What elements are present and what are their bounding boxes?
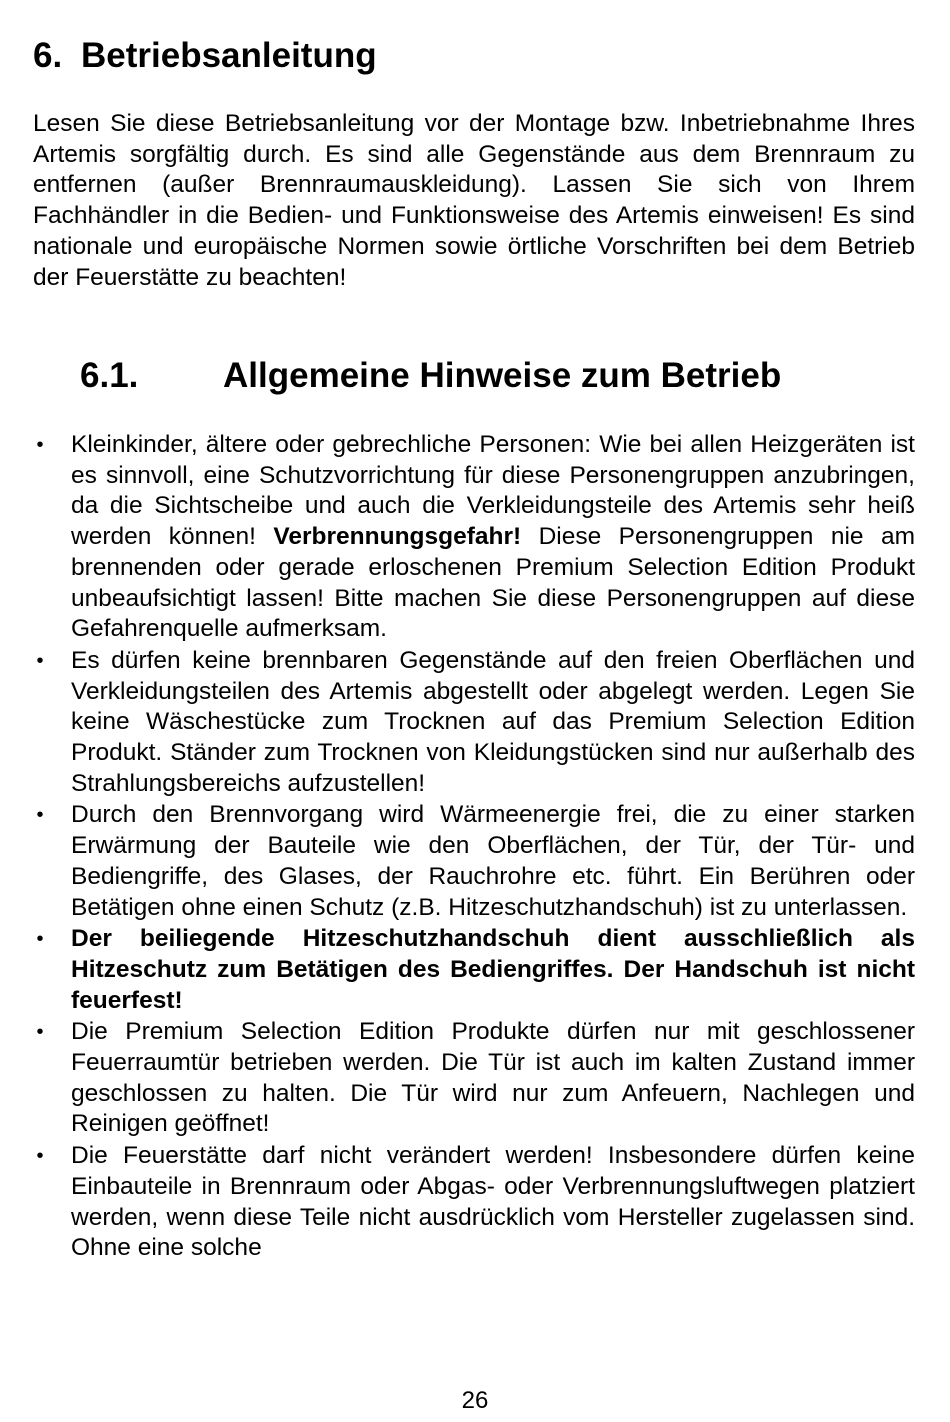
bullet-icon: [33, 1017, 47, 1048]
section-number: 6.: [33, 36, 63, 75]
bullet-icon: [33, 800, 47, 831]
subsection-heading: [80, 355, 781, 397]
list-item-text: Die Feuerstätte darf nicht verändert werden! Insbesondere dürfen keine Einbauteile in Brennraum oder Abgas- oder Verbrennungsluftwegen platziert werden, wenn diese Teile nicht ausdrücklich vom Hersteller zugelassen sind. Ohne eine solche: [71, 1142, 915, 1262]
list-item-text: Es dürfen keine brennbaren Gegenstände auf den freien Oberflächen und Verkleidungsteilen des Artemis abgestellt oder abgelegt werden. Legen Sie keine Wäschestücke zum Trocknen auf das Premium Selection Edition Produkt. Ständer zum Trocknen von Kleidungstücken sind nur außerhalb des Strahlungsbereichs aufzustellen!: [71, 646, 915, 797]
intro-paragraph: Lesen Sie diese Betriebsanleitung vor der Montage bzw. Inbetriebnahme Ihres Artemis sorgfältig durch. Es sind alle Gegenstände aus dem Brennraum zu entfernen (außer Brennraumauskleidung). Lassen Sie sich von Ihrem Fachhändler in die Bedien- und Funktionsweise des Artemis einweisen! Es sind nationale und europäische Normen sowie örtliche Vorschriften bei dem Betrieb der Feuerstätte zu beachten!: [33, 110, 915, 291]
list-item: [33, 646, 915, 800]
subsection-title: Allgemeine Hinweise zum Betrieb: [223, 356, 782, 395]
bullet-icon: [33, 1141, 47, 1172]
list-item-text: Diese Personengruppen nie am brennenden oder gerade erloschenen Premium Selection Edition Produkt unbeaufsichtigt lassen! Bitte machen Sie diese Personengruppen auf diese Gefahrenquelle aufmerksam.: [71, 523, 915, 643]
bullet-icon: [33, 924, 47, 955]
list-item: [33, 924, 915, 1016]
list-item: [33, 1141, 915, 1264]
section-title: Betriebsanleitung: [81, 36, 377, 75]
bullet-icon: [33, 646, 47, 677]
list-item: [33, 1017, 915, 1140]
warning-text: Verbrennungsgefahr!: [273, 523, 522, 551]
list-item: [33, 800, 915, 923]
section-heading: [33, 36, 377, 76]
bullet-icon: [33, 430, 47, 461]
hints-list: [33, 430, 915, 1265]
list-item-text: Durch den Brennvorgang wird Wärmeenergie frei, die zu einer starken Erwärmung der Bauteile wie den Oberflächen, der Tür, der Tür- und Bediengriffe, des Glases, der Rauchrohre etc. führt. Ein Berühren oder Betätigen ohne einen Schutz (z.B. Hitzeschutzhandschuh) ist zu unterlassen.: [71, 801, 915, 921]
list-item-text: Die Premium Selection Edition Produkte dürfen nur mit geschlossener Feuerraumtür betrieben werden. Die Tür ist auch im kalten Zustand immer geschlossen zu halten. Die Tür wird nur zum Anfeuern, Nachlegen und Reinigen geöffnet!: [71, 1018, 915, 1138]
page-number: 26: [461, 1387, 489, 1414]
list-item: [33, 430, 915, 645]
subsection-number: 6.1.: [80, 356, 139, 395]
list-item-text: Der beiliegende Hitzeschutzhandschuh dient ausschließlich als Hitzeschutz zum Betätigen des Bediengriffes. Der Handschuh ist nicht feuerfest!: [71, 925, 915, 1014]
list-item-text: Kleinkinder, ältere oder gebrechliche Personen: Wie bei allen Heizgeräten ist es sinnvoll, eine Schutzvorrichtung für diese Personengruppen anzubringen, da die Sichtscheibe und auch die Verkleidungsteile des Artemis sehr heiß werden können!: [71, 431, 915, 551]
